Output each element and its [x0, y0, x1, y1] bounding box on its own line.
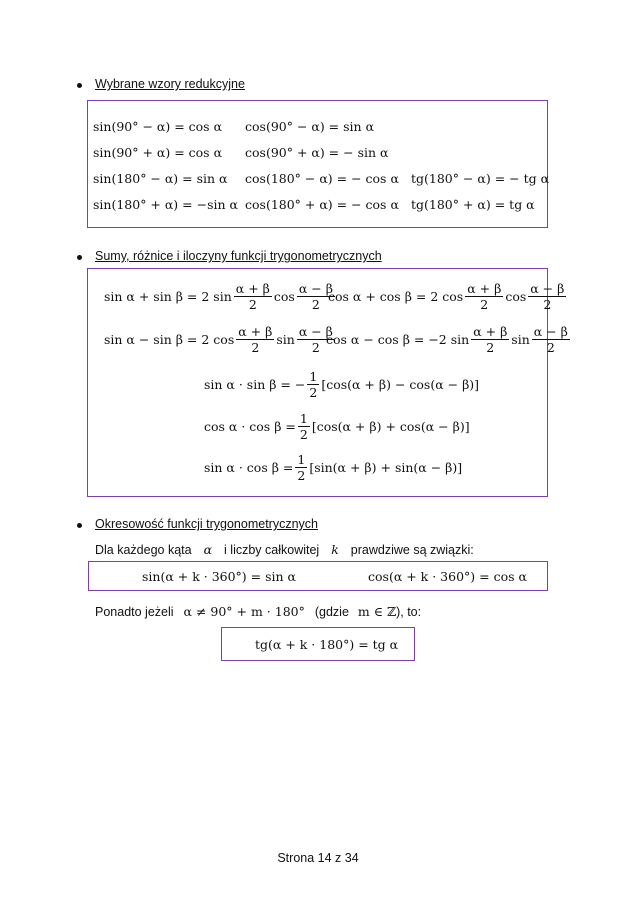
alpha-symbol: α [203, 542, 213, 557]
periodicity-formulas-box [88, 561, 548, 591]
section-heading-reduction: Wybrane wzory redukcyjne [95, 77, 245, 91]
page-number: Strona 14 z 34 [277, 851, 359, 865]
formula-diff-sin: sin α − sin β = 2 cos $\frac{\alpha + \beta}{2}$ sin $\frac{\alpha - \beta}{2}$ [104, 324, 333, 355]
sum-product-formulas-box [87, 268, 568, 497]
bullet [77, 255, 82, 260]
formula: tg(180° + α) = tg α [411, 197, 535, 212]
formula: cos(90° + α) = − sin α [245, 145, 389, 160]
formula: cos(180° − α) = − cos α [245, 171, 399, 186]
formula-sum-sin: sin α + sin β = 2 sin $\frac{\alpha + \beta}{2}$ cos $\frac{\alpha - \beta}{2}$ [104, 281, 333, 312]
k-symbol: k [331, 542, 339, 557]
formula-sin-period: sin(α + k · 360°) = sin α [142, 569, 296, 584]
section-heading-sums: Sumy, różnice i iloczyny funkcji trygonometrycznych [95, 249, 382, 263]
formula-sum-cos: cos α + cos β = 2 cos $\frac{\alpha + \beta}{2}$ cos $\frac{\alpha - \beta}{2}$ [328, 281, 565, 312]
periodicity-intro-line [95, 541, 474, 559]
formula-diff-cos: cos α − cos β = −2 sin $\frac{\alpha + \beta}{2}$ sin $\frac{\alpha - \beta}{2}$ [326, 324, 568, 355]
m-condition: m ∈ ℤ [357, 604, 397, 619]
text: Ponadto jeżeli [95, 605, 174, 619]
formula-product-cos-cos: cos α · cos β = $\frac{1}{2}$ [cos(α + β) + cos(α − β)] [204, 411, 470, 442]
formula: sin(90° + α) = cos α [93, 145, 223, 160]
text: i liczby całkowitej [224, 543, 320, 557]
text: ), to: [396, 605, 422, 619]
formula-tg-period: tg(α + k · 180°) = tg α [255, 637, 399, 652]
text: prawdziwe są związki: [350, 543, 474, 557]
tangent-condition-line [95, 603, 421, 621]
formula: sin(180° + α) = −sin α [93, 197, 238, 212]
condition: α ≠ 90° + m · 180° [183, 604, 305, 619]
formula: sin(180° − α) = sin α [93, 171, 228, 186]
formula: cos(90° − α) = sin α [245, 119, 375, 134]
formula: cos(180° + α) = − cos α [245, 197, 399, 212]
bullet [77, 523, 82, 528]
tangent-period-box [221, 627, 415, 661]
reduction-formulas-box [87, 100, 548, 228]
text: (gdzie [314, 605, 349, 619]
formula-product-sin-sin: sin α · sin β = − $\frac{1}{2}$ [cos(α + β) − cos(α − β)] [204, 369, 480, 400]
text: Dla każdego kąta [95, 543, 192, 557]
formula: tg(180° − α) = − tg α [411, 171, 550, 186]
formula: sin(90° − α) = cos α [93, 119, 223, 134]
formula-product-sin-cos: sin α · cos β = $\frac{1}{2}$ [sin(α + β) + sin(α − β)] [204, 452, 463, 483]
formula-cos-period: cos(α + k · 360°) = cos α [368, 569, 527, 584]
section-heading-periodicity: Okresowość funkcji trygonometrycznych [95, 517, 318, 531]
bullet [77, 83, 82, 88]
